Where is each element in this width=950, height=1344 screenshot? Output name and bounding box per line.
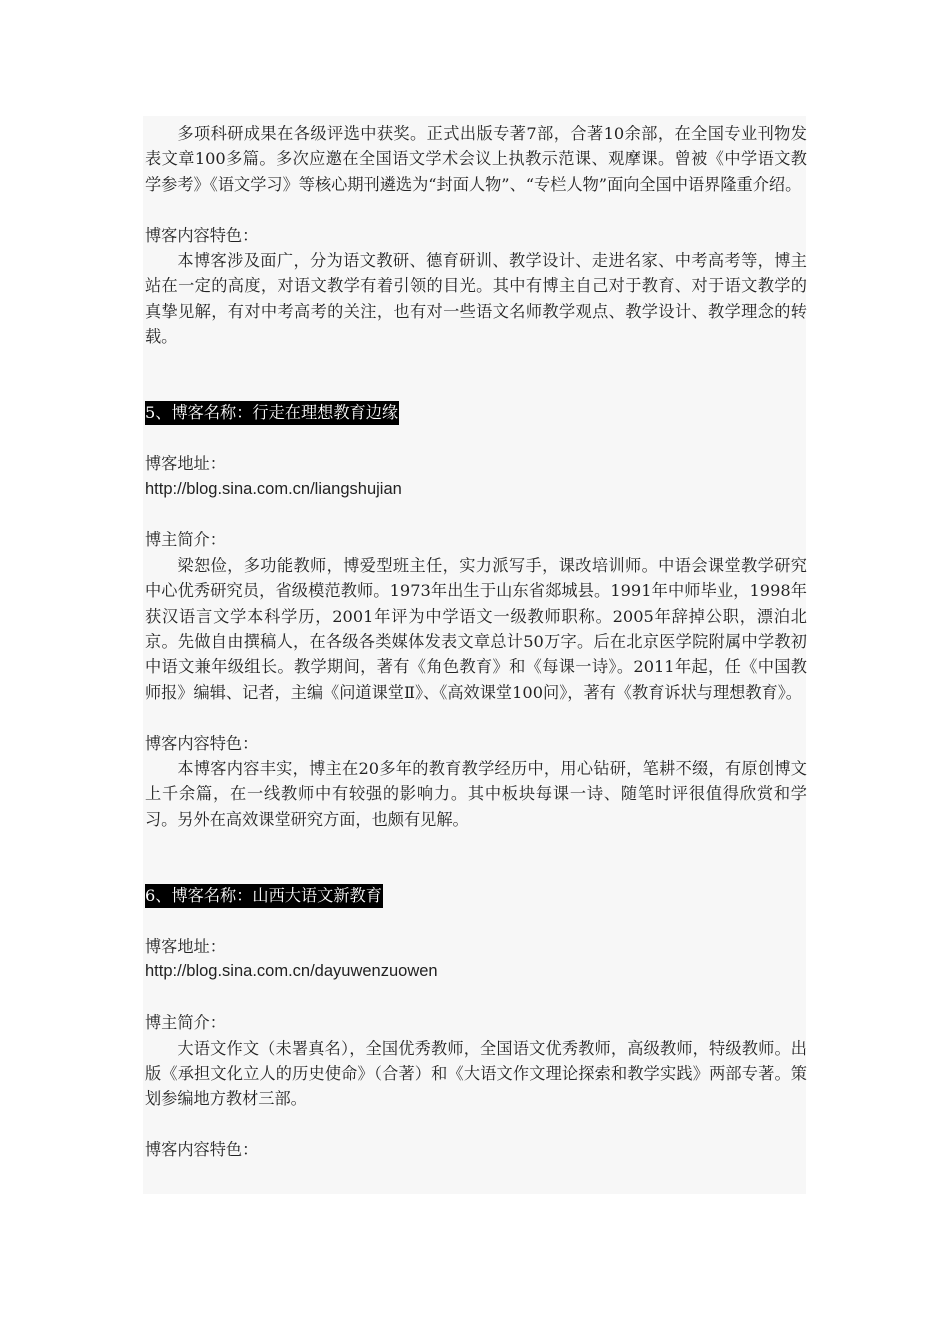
- paragraph-blog-features: 本博客涉及面广，分为语文教研、德育研训、教学设计、走进名家、中考高考等，博主站在一定的高度，对语文教学有着引领的目光。其中有博主自己对于教育、对于语文教学的真挚见解，有对中考高考的关注，也有对一些语文名师教学观点、教学设计、教学理念的转载。: [145, 251, 807, 347]
- blog-url-link[interactable]: http://blog.sina.com.cn/liangshujian: [145, 479, 402, 498]
- blog-url-link[interactable]: http://blog.sina.com.cn/dayuwenzuowen: [145, 962, 438, 981]
- spacer: [145, 350, 807, 401]
- label-blog-features: 博客内容特色：: [145, 733, 259, 753]
- section-heading-6: 6、博客名称：山西大语文新教育: [145, 884, 383, 908]
- paragraph-author-achievements: 多项科研成果在各级评选中获奖。正式出版专著7部，合著10余部，在全国专业刊物发表文章100多篇。多次应邀在全国语文学术会议上执教示范课、观摩课。曾被《中学语文教学参考》《语文学习》等核心期刊遴选为“封面人物”、“专栏人物”面向全国中语界隆重介绍。: [145, 124, 807, 194]
- label-blog-features: 博客内容特色：: [145, 225, 259, 245]
- label-blog-features: 博客内容特色：: [145, 1140, 259, 1160]
- label-author-intro: 博主简介：: [145, 1013, 226, 1033]
- paragraph-author-intro: 大语文作文（未署真名），全国优秀教师，全国语文优秀教师，高级教师，特级教师。出版《承担文化立人的历史使命》（合著）和《大语文作文理论探索和教学实践》两部专著。策划参编地方教材三部。: [145, 1038, 807, 1109]
- spacer: [145, 1112, 807, 1137]
- spacer: [145, 197, 807, 222]
- spacer: [145, 985, 807, 1010]
- spacer: [145, 426, 807, 451]
- label-author-intro: 博主简介：: [145, 530, 226, 550]
- spacer: [145, 705, 807, 730]
- label-blog-address: 博客地址：: [145, 936, 226, 956]
- heading-row-5: [145, 400, 807, 425]
- paragraph-blog-features: 本博客内容丰实，博主在20多年的教育教学经历中，用心钻研，笔耕不缀，有原创博文上千余篇，在一线教师中有较强的影响力。其中板块每课一诗、随笔时评很值得欣赏和学习。另外在高效课堂研究方面，也颇有见解。: [145, 759, 807, 829]
- document-body: [145, 121, 807, 1163]
- paragraph-author-intro: 梁恕俭，多功能教师，博爱型班主任，实力派写手，课改培训师。中语会课堂教学研究中心优秀研究员，省级模范教师。1973年出生于山东省郯城县。1991年中师毕业，1998年获汉语言文学本科学历，2001年评为中学语文一级教师职称。2005年辞掉公职，漂泊北京。先做自由撰稿人，在各级各类媒体发表文章总计50万字。后在北京医学院附属中学教初中语文兼年级组长。教学期间，著有《角色教育》和《每课一诗》。2011年起，任《中国教师报》编辑、记者，主编《问道课堂Ⅱ》、《高效课堂100问》，著有《教育诉状与理想教育》。: [145, 555, 807, 702]
- spacer: [145, 832, 807, 883]
- spacer: [145, 909, 807, 934]
- heading-row-6: [145, 883, 807, 908]
- section-heading-5: 5、博客名称：行走在理想教育边缘: [145, 401, 399, 425]
- spacer: [145, 502, 807, 527]
- label-blog-address: 博客地址：: [145, 454, 226, 474]
